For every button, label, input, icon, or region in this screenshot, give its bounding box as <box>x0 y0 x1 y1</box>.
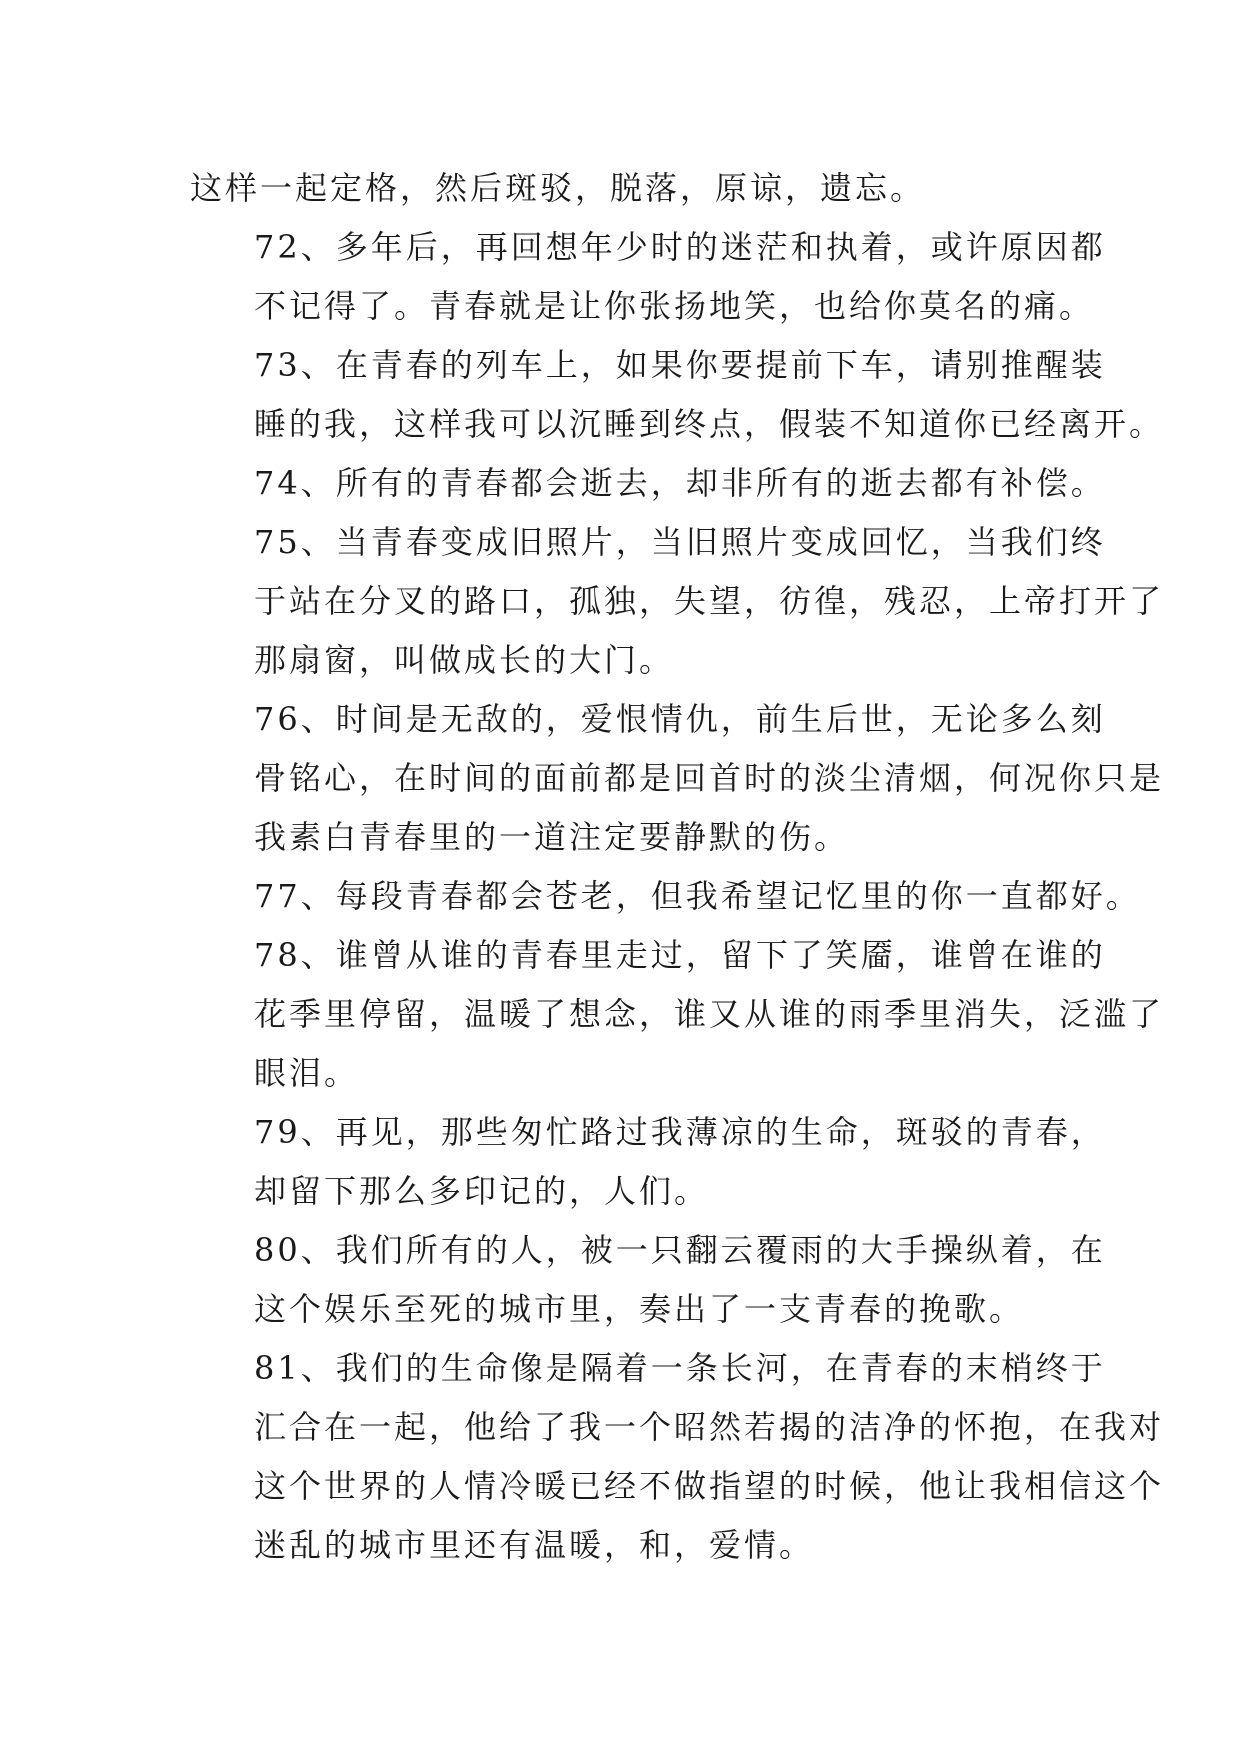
numbered-paragraph <box>190 926 1165 1103</box>
text-line: 那扇窗，叫做成长的大门。 <box>254 641 675 679</box>
text-line: 骨铭心，在时间的面前都是回首时的淡尘清烟，何况你只是 <box>254 759 1165 797</box>
numbered-paragraph <box>190 454 1106 513</box>
text-line: 于站在分叉的路口，孤独，失望，彷徨，残忍，上帝打开了 <box>254 582 1165 620</box>
numbered-paragraph <box>190 513 1165 690</box>
text-line: 73、在青春的列车上，如果你要提前下车，请别推醒装 <box>254 346 1106 384</box>
numbered-paragraph <box>190 867 1141 926</box>
text-line: 75、当青春变成旧照片，当旧照片变成回忆，当我们终 <box>254 523 1106 561</box>
text-line: 这个世界的人情冷暖已经不做指望的时候，他让我相信这个 <box>254 1467 1165 1505</box>
text-line: 汇合在一起，他给了我一个昭然若揭的洁净的怀抱，在我对 <box>254 1408 1165 1446</box>
text-line: 迷乱的城市里还有温暖，和，爱情。 <box>254 1526 815 1564</box>
numbered-paragraph <box>190 1103 1106 1221</box>
text-line: 睡的我，这样我可以沉睡到终点，假装不知道你已经离开。 <box>254 405 1165 443</box>
numbered-paragraph <box>190 690 1165 867</box>
continued-paragraph <box>190 159 1070 218</box>
numbered-paragraph <box>190 1221 1106 1339</box>
text-line: 74、所有的青春都会逝去，却非所有的逝去都有补偿。 <box>254 464 1106 502</box>
document-body <box>190 159 1165 1575</box>
text-line: 眼泪。 <box>254 1054 360 1092</box>
text-line: 72、多年后，再回想年少时的迷茫和执着，或许原因都 <box>254 228 1106 266</box>
text-line: 这样一起定格，然后斑驳，脱落，原谅，遗忘。 <box>190 169 926 207</box>
text-line: 78、谁曾从谁的青春里走过，留下了笑靥，谁曾在谁的 <box>254 936 1106 974</box>
text-line: 这个娱乐至死的城市里，奏出了一支青春的挽歌。 <box>254 1290 1025 1328</box>
numbered-paragraph <box>190 336 1165 454</box>
text-line: 77、每段青春都会苍老，但我希望记忆里的你一直都好。 <box>254 877 1141 915</box>
text-line: 76、时间是无敌的，爱恨情仇，前生后世，无论多么刻 <box>254 700 1106 738</box>
text-line: 花季里停留，温暖了想念，谁又从谁的雨季里消失，泛滥了 <box>254 995 1165 1033</box>
text-line: 81、我们的生命像是隔着一条长河，在青春的末梢终于 <box>254 1349 1106 1387</box>
numbered-paragraph <box>190 1339 1165 1575</box>
text-line: 79、再见，那些匆忙路过我薄凉的生命，斑驳的青春， <box>254 1113 1106 1151</box>
text-line: 却留下那么多印记的，人们。 <box>254 1172 710 1210</box>
text-line: 80、我们所有的人，被一只翻云覆雨的大手操纵着，在 <box>254 1231 1106 1269</box>
text-line: 我素白青春里的一道注定要静默的伤。 <box>254 818 850 856</box>
text-line: 不记得了。青春就是让你张扬地笑，也给你莫名的痛。 <box>254 287 1095 325</box>
numbered-paragraph <box>190 218 1106 336</box>
